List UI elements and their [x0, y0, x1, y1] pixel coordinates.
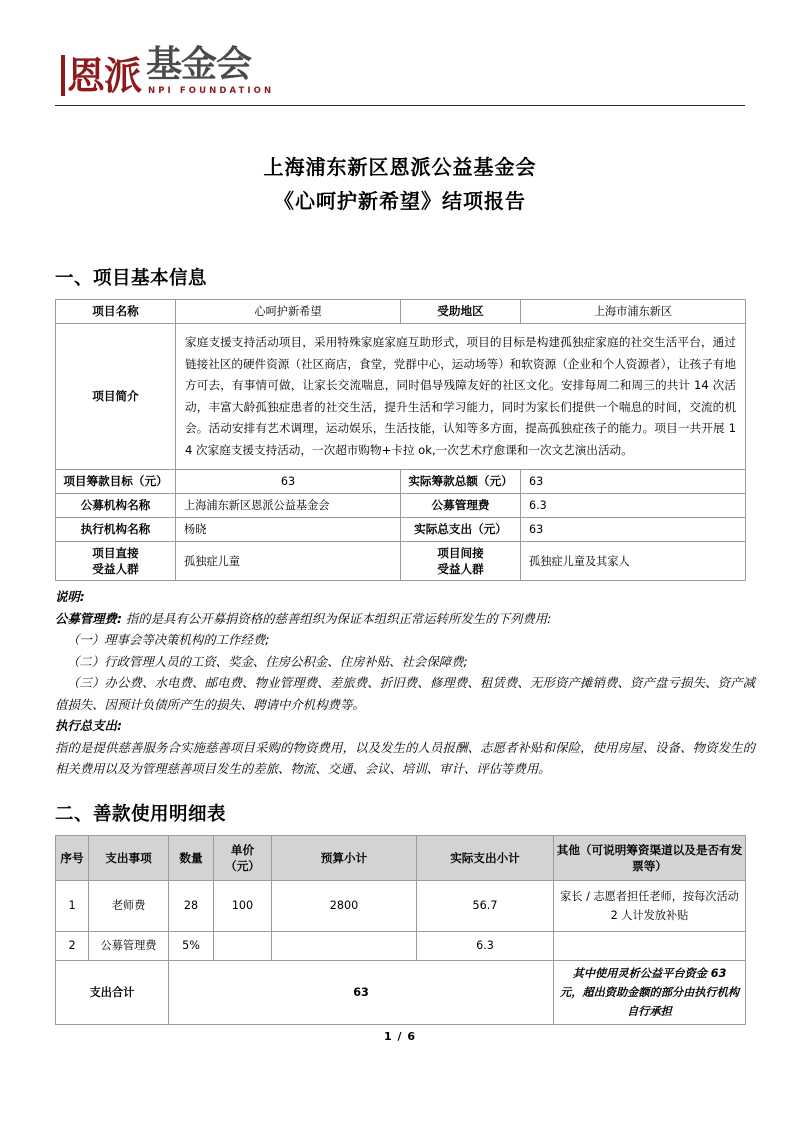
column-header-budget-subtotal: 预算小计: [272, 835, 417, 880]
table-row: [56, 518, 746, 542]
table-row: [56, 324, 746, 470]
fundraiser-value: 上海浦东新区恩派公益基金会: [176, 494, 401, 518]
management-fee-label: 公募管理费: [401, 494, 521, 518]
direct-beneficiary-label-line-2: 受益人群: [92, 562, 139, 576]
table-row: [56, 300, 746, 324]
indirect-beneficiary-label-line-1: 项目间接: [437, 546, 484, 560]
column-header-qty: 数量: [169, 835, 214, 880]
actual-raised-label: 实际筹款总额（元）: [401, 470, 521, 494]
title-line-1: 上海浦东新区恩派公益基金会: [263, 155, 537, 179]
section-heading-basic-info: 一、项目基本信息: [55, 268, 208, 289]
row-qty: 5%: [169, 931, 214, 960]
notes-block: [55, 586, 755, 780]
row-budget-subtotal: [272, 931, 417, 960]
management-fee-term: 公募管理费:: [55, 610, 122, 626]
notes-title: 说明:: [55, 589, 85, 604]
summary-value: 家庭支援支持活动项目，采用特殊家庭家庭互助形式，项目的目标是构建孤独症家庭的社交生活平台，通过链接社区的硬件资源（社区商店，食堂，党群中心，运动场等）和软资源（企业和个人资源者），让孩子有地方可去，有事情可做，让家长交流喘息，同时倡导残障友好的社区文化。安排每周二和周三的共计 14 次活动，丰富大龄孤独症患者的社交生活，提升生活和学习能力，同时为家长们提供一个喘息的时间，交流的机会。活动安排有艺术调理，运动娱乐，生活技能，认知等多方面，提高孤独症孩子的能力。项目一共开展 14 次家庭支援支持活动，一次超市购物+卡拉 ok,一次艺术疗愈课和一次文艺演出活动。: [176, 324, 746, 470]
row-item: 老师费: [89, 880, 169, 931]
fundraising-goal-value: 63: [176, 470, 401, 494]
page-number: 1 / 6: [384, 1030, 416, 1043]
logo-subtitle: NPI FOUNDATION: [148, 86, 275, 96]
total-note: 其中使用灵析公益平台资金 63 元，超出资助金额的部分由执行机构自行承担: [554, 960, 746, 1024]
note-item-3: （三）办公费、水电费、邮电费、物业管理费、差旅费、折旧费、修理费、租赁费、无形资产摊销费、资产盘亏损失、资产减值损失、因预计负债所产生的损失、聘请中介机构费等。: [55, 675, 755, 712]
total-label: 支出合计: [56, 960, 169, 1024]
executor-label: 执行机构名称: [56, 518, 176, 542]
row-no: 1: [56, 880, 89, 931]
row-actual-subtotal: 6.3: [417, 931, 554, 960]
page-footer: [0, 1030, 800, 1043]
region-label: 受助地区: [401, 300, 521, 324]
table-row: [56, 880, 746, 931]
title-line-2: 《心呵护新希望》结项报告: [274, 189, 526, 213]
row-item: 公募管理费: [89, 931, 169, 960]
indirect-beneficiary-value: 孤独症儿童及其家人: [521, 542, 746, 581]
row-qty: 28: [169, 880, 214, 931]
management-fee-definition: [55, 608, 755, 630]
table-row: [56, 470, 746, 494]
management-fee-description: 指的是具有公开募捐资格的慈善组织为保证本组织正常运转所发生的下列费用:: [121, 610, 552, 626]
row-unit-price: 100: [214, 880, 272, 931]
direct-beneficiary-label: [56, 542, 176, 581]
logo-mark-text: 恩派: [61, 55, 143, 96]
fundraising-goal-label: 项目筹款目标（元）: [56, 470, 176, 494]
basic-info-table: [55, 299, 746, 581]
row-other: 家长 / 志愿者担任老师，按每次活动 2 人计发放补贴: [554, 880, 746, 931]
total-expenditure-value: 63: [521, 518, 746, 542]
row-unit-price: [214, 931, 272, 960]
logo-text: 基金会: [146, 44, 252, 85]
project-name-label: 项目名称: [56, 300, 176, 324]
document-title: [55, 150, 745, 218]
region-value: 上海市浦东新区: [521, 300, 746, 324]
table-row: [56, 494, 746, 518]
indirect-beneficiary-label-line-2: 受益人群: [437, 562, 484, 576]
note-item-2: （二）行政管理人员的工资、奖金、住房公积金、住房补贴、社会保障费;: [67, 653, 468, 669]
column-header-unit-price: [214, 835, 272, 880]
page-header: [55, 0, 745, 106]
project-name-value: 心呵护新希望: [176, 300, 401, 324]
row-budget-subtotal: 2800: [272, 880, 417, 931]
indirect-beneficiary-label: [401, 542, 521, 581]
logo-wordmark: [146, 44, 275, 96]
column-header-item: 支出事项: [89, 835, 169, 880]
table-row: [56, 542, 746, 581]
executor-value: 杨晓: [176, 518, 401, 542]
column-header-no: 序号: [56, 835, 89, 880]
column-header-other: 其他（可说明筹资渠道以及是否有发票等）: [554, 835, 746, 880]
actual-raised-value: 63: [521, 470, 746, 494]
table-total-row: [56, 960, 746, 1024]
expense-detail-table: [55, 835, 746, 1025]
table-row: [56, 931, 746, 960]
total-value: 63: [169, 960, 554, 1024]
management-fee-value: 6.3: [521, 494, 746, 518]
note-item-1: （一）理事会等决策机构的工作经费;: [67, 632, 270, 647]
summary-label: 项目简介: [56, 324, 176, 470]
fundraiser-label: 公募机构名称: [56, 494, 176, 518]
row-other: [554, 931, 746, 960]
execution-expense-term: 执行总支出:: [55, 718, 122, 733]
header-divider: [55, 105, 745, 106]
column-header-actual-subtotal: 实际支出小计: [417, 835, 554, 880]
organization-logo: [61, 44, 745, 96]
row-actual-subtotal: 56.7: [417, 880, 554, 931]
section-heading-expense-detail: 二、善款使用明细表: [55, 803, 227, 825]
column-header-unit-price-line-1: 单价: [230, 842, 255, 857]
direct-beneficiary-value: 孤独症儿童: [176, 542, 401, 581]
column-header-unit-price-line-2: （元）: [225, 858, 260, 873]
execution-expense-description: 指的是提供慈善服务合实施慈善项目采购的物资费用，以及发生的人员报酬、志愿者补贴和保险，使用房屋、设备、物资发生的相关费用以及为管理慈善项目发生的差旅、物流、交通、会议、培训、审计、评估等费用。: [55, 739, 755, 776]
table-header-row: [56, 835, 746, 880]
direct-beneficiary-label-line-1: 项目直接: [92, 546, 139, 560]
row-no: 2: [56, 931, 89, 960]
total-expenditure-label: 实际总支出（元）: [401, 518, 521, 542]
